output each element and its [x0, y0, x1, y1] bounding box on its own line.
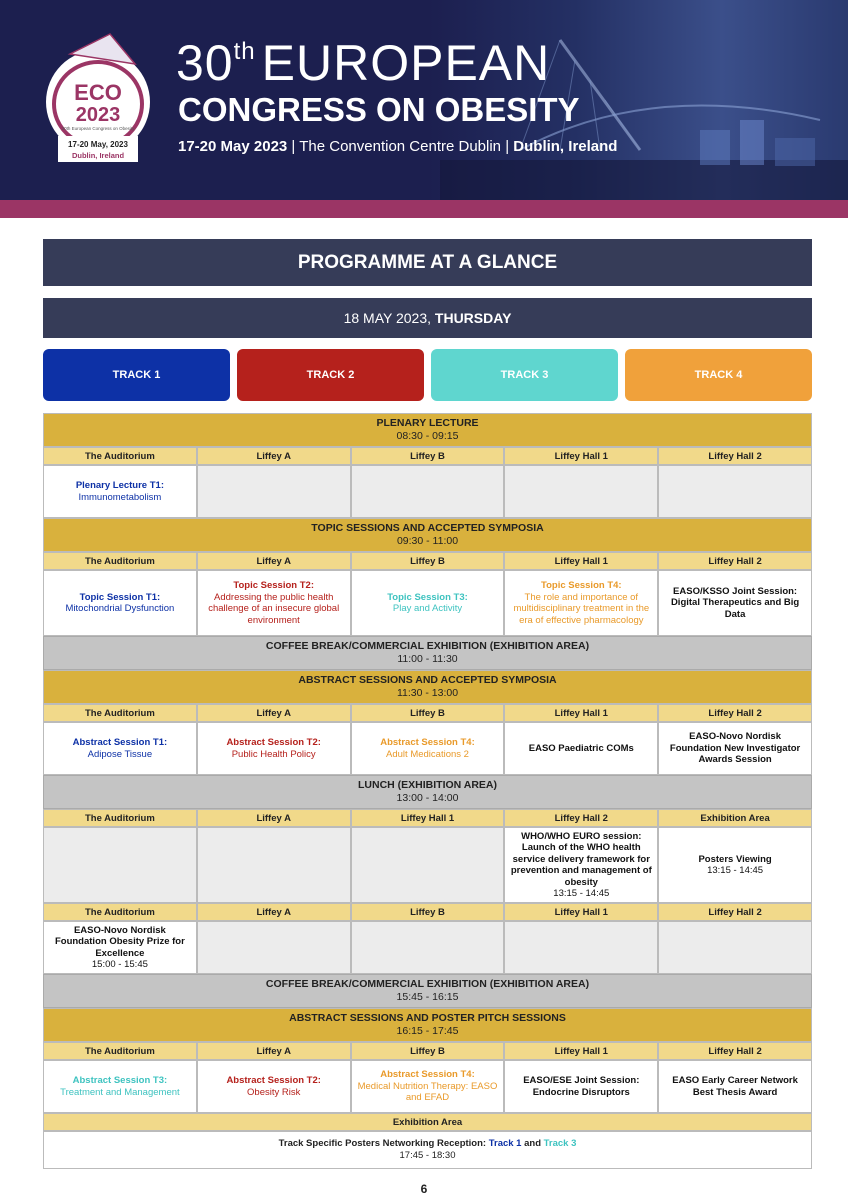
track-1-button[interactable]: TRACK 1: [43, 349, 230, 401]
empty-cell: [351, 465, 505, 518]
room-header: Liffey A: [197, 903, 351, 921]
title-line2: CONGRESS ON OBESITY: [178, 91, 580, 128]
room-header: Liffey Hall 1: [504, 447, 658, 465]
accent-stripe: [0, 200, 848, 218]
empty-cell: [197, 465, 351, 518]
room-header: Liffey Hall 1: [504, 704, 658, 722]
session-cell[interactable]: EASO/KSSO Joint Session: Digital Therapeutics and Big Data: [658, 570, 812, 636]
room-header: Liffey Hall 2: [658, 704, 812, 722]
session-cell[interactable]: WHO/WHO EURO session: Launch of the WHO health service delivery framework for prevention and management of obesity 13:15 - 14:45: [504, 827, 658, 903]
session-cell[interactable]: EASO Paediatric COMs: [504, 722, 658, 775]
room-header-row: [43, 809, 812, 827]
room-header: Liffey B: [351, 552, 505, 570]
room-header: Liffey Hall 2: [658, 903, 812, 921]
session-cell[interactable]: EASO-Novo Nordisk Foundation Obesity Prize for Excellence 15:00 - 15:45: [43, 921, 197, 974]
room-header: Liffey Hall 1: [504, 903, 658, 921]
session-row: [43, 921, 812, 974]
session-cell[interactable]: Abstract Session T3: Treatment and Management: [43, 1060, 197, 1113]
empty-cell: [658, 921, 812, 974]
session-row: [43, 465, 812, 518]
room-header: The Auditorium: [43, 704, 197, 722]
eco-logo: [40, 24, 156, 168]
empty-cell: [351, 921, 505, 974]
room-header: Liffey A: [197, 809, 351, 827]
room-header-row: [43, 552, 812, 570]
room-header: Liffey B: [351, 903, 505, 921]
day-heading: 18 MAY 2023, THURSDAY: [43, 298, 812, 338]
room-header: Exhibition Area: [658, 809, 812, 827]
session-cell[interactable]: EASO Early Career Network Best Thesis Award: [658, 1060, 812, 1113]
room-header: Liffey Hall 1: [351, 809, 505, 827]
room-header: Liffey Hall 2: [504, 809, 658, 827]
track-2-button[interactable]: TRACK 2: [237, 349, 424, 401]
room-header: Liffey Hall 1: [504, 1042, 658, 1060]
room-header: Liffey Hall 2: [658, 552, 812, 570]
svg-text:Dublin, Ireland: Dublin, Ireland: [71, 151, 125, 160]
session-row: [43, 827, 812, 903]
room-header: The Auditorium: [43, 903, 197, 921]
svg-text:17-20 May, 2023: 17-20 May, 2023: [68, 140, 128, 149]
room-header: Liffey A: [197, 447, 351, 465]
session-cell[interactable]: EASO/ESE Joint Session: Endocrine Disruptors: [504, 1060, 658, 1113]
empty-cell: [43, 827, 197, 903]
svg-text:30th European Congress on Obes: 30th European Congress on Obesity: [61, 126, 135, 131]
session-cell[interactable]: Topic Session T3: Play and Activity: [351, 570, 505, 636]
page-number: 6: [420, 1182, 428, 1196]
room-header: Liffey Hall 1: [504, 552, 658, 570]
session-row: [43, 570, 812, 636]
session-cell[interactable]: Abstract Session T4: Adult Medications 2: [351, 722, 505, 775]
room-header-row: [43, 1042, 812, 1060]
room-header-row: [43, 447, 812, 465]
room-header-row: [43, 704, 812, 722]
session-cell[interactable]: Posters Viewing 13:15 - 14:45: [658, 827, 812, 903]
session-cell[interactable]: Topic Session T1: Mitochondrial Dysfunction: [43, 570, 197, 636]
section-coffee-2: COFFEE BREAK/COMMERCIAL EXHIBITION (EXHIBITION AREA) 15:45 - 16:15: [43, 974, 812, 1008]
room-header: Liffey Hall 2: [658, 1042, 812, 1060]
room-header: Liffey Hall 2: [658, 447, 812, 465]
empty-cell: [197, 827, 351, 903]
section-lunch: LUNCH (EXHIBITION AREA) 13:00 - 14:00: [43, 775, 812, 809]
empty-cell: [197, 921, 351, 974]
schedule-grid: [43, 413, 812, 1169]
session-cell[interactable]: EASO-Novo Nordisk Foundation New Investigator Awards Session: [658, 722, 812, 775]
room-header: The Auditorium: [43, 809, 197, 827]
room-header: Liffey A: [197, 1042, 351, 1060]
session-cell[interactable]: Topic Session T2: Addressing the public health challenge of an insecure global environment: [197, 570, 351, 636]
room-header: The Auditorium: [43, 447, 197, 465]
exhibition-header-row: [43, 1113, 812, 1131]
room-header: Liffey B: [351, 1042, 505, 1060]
room-header-row: [43, 903, 812, 921]
empty-cell: [658, 465, 812, 518]
room-header: Liffey B: [351, 704, 505, 722]
title-line1: 30th EUROPEAN: [176, 35, 551, 91]
section-topic: TOPIC SESSIONS AND ACCEPTED SYMPOSIA 09:30 - 11:00: [43, 518, 812, 552]
session-cell[interactable]: Plenary Lecture T1: Immunometabolism: [43, 465, 197, 518]
exhibition-header: Exhibition Area: [43, 1113, 812, 1131]
room-header: The Auditorium: [43, 1042, 197, 1060]
section-plenary: PLENARY LECTURE 08:30 - 09:15: [43, 413, 812, 447]
session-row: [43, 722, 812, 775]
svg-text:2023: 2023: [75, 104, 121, 126]
room-header: Liffey B: [351, 447, 505, 465]
track-4-button[interactable]: TRACK 4: [625, 349, 812, 401]
header-banner: [0, 0, 848, 200]
congress-info: 17-20 May 2023 | The Convention Centre Dublin | Dublin, Ireland: [178, 138, 618, 155]
session-cell[interactable]: Abstract Session T4: Medical Nutrition Therapy: EASO and EFAD: [351, 1060, 505, 1113]
section-abstract: ABSTRACT SESSIONS AND ACCEPTED SYMPOSIA 11:30 - 13:00: [43, 670, 812, 704]
section-pitch: ABSTRACT SESSIONS AND POSTER PITCH SESSIONS 16:15 - 17:45: [43, 1008, 812, 1042]
empty-cell: [351, 827, 505, 903]
track-3-button[interactable]: TRACK 3: [431, 349, 618, 401]
section-coffee-1: COFFEE BREAK/COMMERCIAL EXHIBITION (EXHIBITION AREA) 11:00 - 11:30: [43, 636, 812, 670]
session-cell[interactable]: Abstract Session T2: Obesity Risk: [197, 1060, 351, 1113]
empty-cell: [504, 465, 658, 518]
session-cell[interactable]: Topic Session T4: The role and importance of multidisciplinary treatment in the era of effective pharmacology: [504, 570, 658, 636]
room-header: Liffey A: [197, 704, 351, 722]
session-cell[interactable]: Abstract Session T2: Public Health Policy: [197, 722, 351, 775]
room-header: The Auditorium: [43, 552, 197, 570]
empty-cell: [504, 921, 658, 974]
room-header: Liffey A: [197, 552, 351, 570]
reception-cell[interactable]: Track Specific Posters Networking Reception: Track 1 and Track 3 17:45 - 18:30: [43, 1131, 812, 1169]
session-row: [43, 1060, 812, 1113]
programme-title: PROGRAMME AT A GLANCE: [43, 239, 812, 286]
svg-text:ECO: ECO: [74, 80, 122, 105]
session-cell[interactable]: Abstract Session T1: Adipose Tissue: [43, 722, 197, 775]
